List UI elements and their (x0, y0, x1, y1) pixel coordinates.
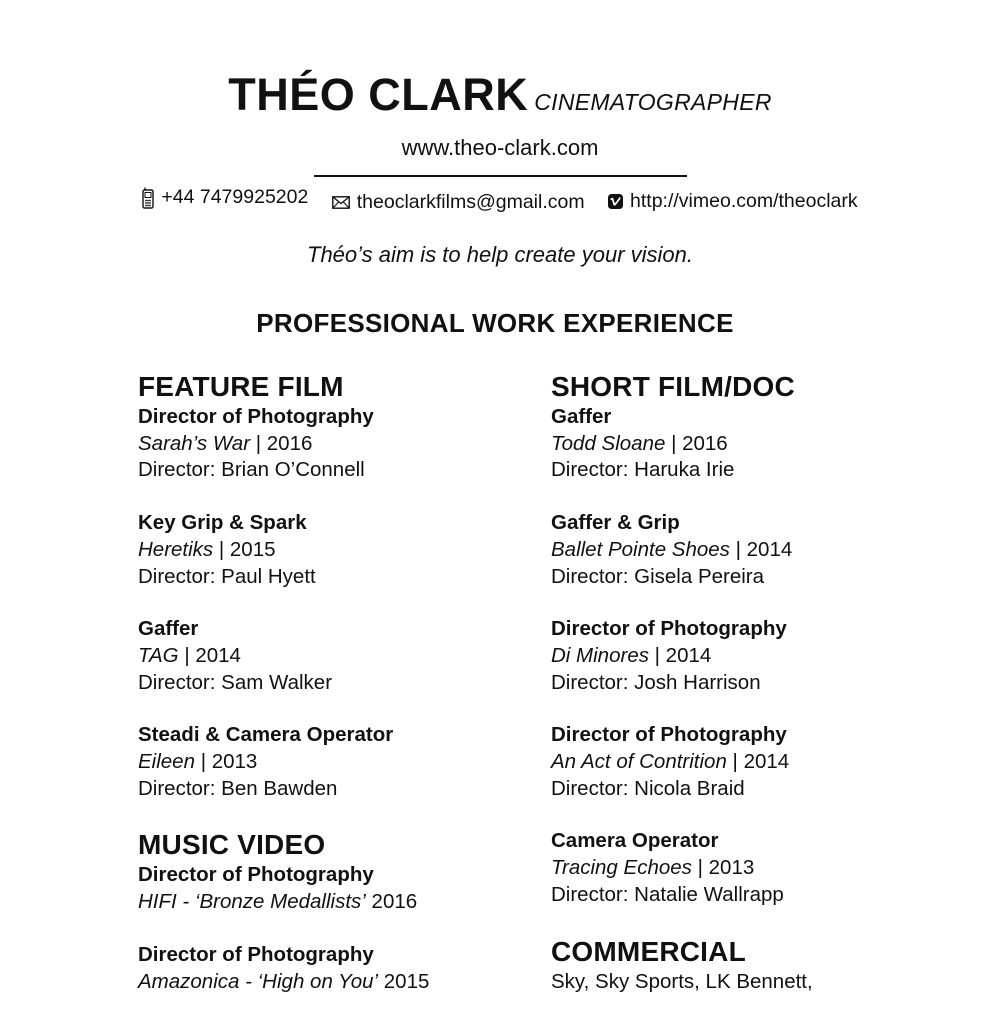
vimeo-icon (608, 194, 623, 209)
music-video-heading: MUSIC VIDEO (138, 829, 326, 861)
experience-entry (138, 862, 528, 915)
phone-number: +44 7479925202 (161, 186, 309, 208)
entry-role: Camera Operator (551, 829, 719, 853)
entry-title: Tracing Echoes (551, 856, 692, 880)
entry-director: Director: Haruka Irie (551, 458, 735, 482)
job-title: CINEMATOGRAPHER (534, 89, 772, 115)
entry-year: 2015 (378, 969, 430, 993)
entry-title: An Act of Contrition (551, 750, 727, 774)
entry-year: | 2014 (729, 537, 793, 561)
email-address: theoclarkfilms@gmail.com (356, 190, 585, 213)
entry-year: | 2014 (178, 643, 241, 667)
entry-title: Di Minores (551, 643, 649, 667)
entry-title: Sarah’s War (138, 431, 251, 455)
experience-entry (551, 404, 991, 484)
entry-title-line (551, 431, 991, 458)
experience-entry (551, 510, 991, 590)
entry-role: Director of Photography (551, 723, 787, 747)
phone-icon (142, 187, 154, 209)
entry-role: Gaffer & Grip (551, 511, 680, 535)
entry-title-line (138, 889, 528, 916)
entry-title: Heretiks (138, 537, 214, 561)
entry-role: Director of Photography (138, 942, 374, 966)
tagline: Théo’s aim is to help create your vision. (307, 242, 693, 267)
contact-bar (0, 186, 1000, 215)
entry-title-line (551, 855, 991, 882)
entry-year: | 2014 (648, 643, 712, 667)
entry-year: | 2015 (213, 537, 276, 561)
entry-title-line (138, 749, 528, 776)
entry-role: Gaffer (138, 617, 199, 641)
commercial-clients: Sky, Sky Sports, LK Bennett, (551, 969, 813, 993)
right-column (551, 370, 991, 995)
resume-header (0, 66, 1000, 177)
entry-year: | 2016 (250, 431, 313, 455)
entry-title: Amazonica - ‘High on You’ (138, 969, 379, 993)
entry-title-line (138, 431, 528, 458)
experience-entry (138, 404, 528, 484)
entry-title-line (138, 969, 528, 996)
entry-director: Director: Brian O’Connell (138, 458, 365, 482)
entry-director: Director: Natalie Wallrapp (551, 882, 784, 906)
entry-year: | 2013 (691, 856, 755, 880)
entry-director: Director: Josh Harrison (551, 670, 761, 694)
entry-title: TAG (138, 643, 179, 667)
commercial-heading: COMMERCIAL (551, 935, 746, 967)
entry-director: Director: Ben Bawden (138, 776, 338, 800)
contact-email[interactable] (332, 191, 585, 214)
feature-film-heading: FEATURE FILM (138, 371, 344, 402)
experience-entry (551, 722, 991, 802)
experience-entry (138, 942, 528, 995)
contact-vimeo[interactable] (608, 190, 858, 213)
experience-entry (551, 828, 991, 908)
entry-role: Steadi & Camera Operator (138, 723, 394, 747)
contact-phone[interactable] (142, 186, 308, 209)
entry-role: Director of Photography (138, 863, 374, 887)
vimeo-url: http://vimeo.com/theoclark (630, 189, 858, 212)
experience-entry (551, 616, 991, 696)
entry-title-line (551, 643, 991, 670)
entry-year: | 2016 (665, 431, 728, 455)
entry-director: Director: Paul Hyett (138, 564, 316, 588)
website-link[interactable]: www.theo-clark.com (401, 135, 599, 160)
entry-year: 2016 (365, 890, 418, 914)
entry-role: Gaffer (551, 405, 612, 428)
entry-title-line (551, 749, 991, 776)
entry-role: Key Grip & Spark (138, 511, 307, 535)
experience-entry (138, 722, 528, 802)
entry-title-line (551, 537, 991, 564)
entry-title: Eileen (138, 750, 195, 774)
entry-director: Director: Nicola Braid (551, 776, 745, 800)
entry-role: Director of Photography (138, 405, 374, 428)
entry-role: Director of Photography (551, 617, 787, 641)
section-title: PROFESSIONAL WORK EXPERIENCE (256, 308, 734, 338)
mail-icon (332, 196, 350, 209)
experience-entry (138, 616, 528, 696)
name-line (0, 66, 1000, 135)
experience-entry (138, 510, 528, 590)
header-divider (314, 175, 687, 177)
left-column (138, 370, 528, 1021)
name: THÉO CLARK (228, 69, 529, 120)
entry-director: Director: Sam Walker (138, 670, 333, 694)
entry-title-line (138, 537, 528, 564)
entry-year: | 2014 (726, 750, 790, 774)
entry-year: | 2013 (195, 750, 258, 774)
entry-title: Todd Sloane (551, 431, 666, 455)
entry-title: Ballet Pointe Shoes (551, 537, 730, 561)
entry-title-line (138, 643, 528, 670)
entry-title: HIFI - ‘Bronze Medallists’ (138, 890, 366, 914)
entry-director: Director: Gisela Pereira (551, 564, 765, 588)
short-film-heading: SHORT FILM/DOC (551, 371, 795, 402)
